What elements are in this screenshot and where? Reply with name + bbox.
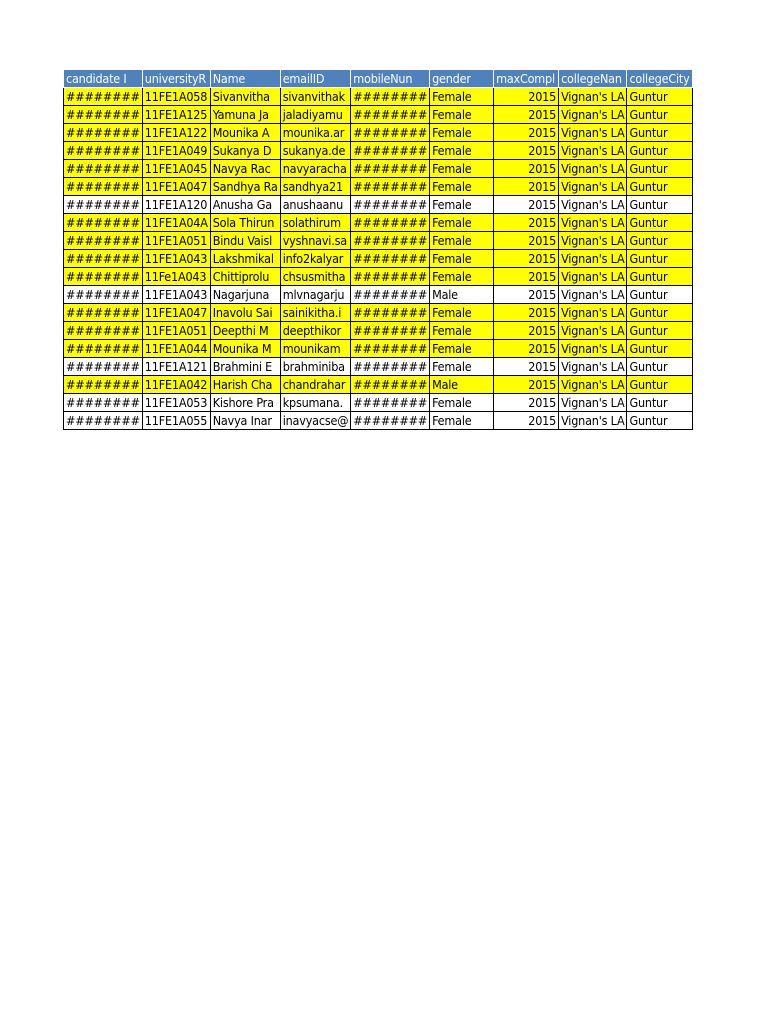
cell-gender[interactable]: Female — [430, 358, 494, 376]
cell-emailid[interactable]: anushaanu — [280, 196, 351, 214]
cell-collegename[interactable]: Vignan's LA — [559, 106, 627, 124]
cell-universityrollno[interactable]: 11FE1A045 — [142, 160, 210, 178]
cell-maxcompletion[interactable]: 2015 — [494, 340, 559, 358]
cell-emailid[interactable]: brahminiba — [280, 358, 351, 376]
cell-name[interactable]: Bindu Vaisl — [210, 232, 280, 250]
cell-emailid[interactable]: navyaracha — [280, 160, 351, 178]
cell-maxcompletion[interactable]: 2015 — [494, 214, 559, 232]
cell-collegename[interactable]: Vignan's LA — [559, 88, 627, 106]
table-row — [64, 286, 693, 304]
cell-universityrollno[interactable]: 11FE1A043 — [142, 250, 210, 268]
table-row — [64, 160, 693, 178]
cell-mobilenumber[interactable]: ######## — [351, 376, 430, 394]
column-header-emailid[interactable]: emailID — [280, 70, 351, 88]
cell-name[interactable]: Navya Rac — [210, 160, 280, 178]
cell-mobilenumber[interactable]: ######## — [351, 124, 430, 142]
cell-gender[interactable]: Female — [430, 250, 494, 268]
cell-collegename[interactable]: Vignan's LA — [559, 322, 627, 340]
spreadsheet-table — [63, 69, 693, 430]
cell-maxcompletion[interactable]: 2015 — [494, 88, 559, 106]
cell-name[interactable]: Anusha Ga — [210, 196, 280, 214]
cell-universityrollno[interactable]: 11FE1A058 — [142, 88, 210, 106]
cell-candidate-id[interactable]: ######## — [64, 286, 143, 304]
column-header-mobilenumber[interactable]: mobileNun — [351, 70, 430, 88]
table-row — [64, 304, 693, 322]
cell-emailid[interactable]: sainikitha.i — [280, 304, 351, 322]
cell-mobilenumber[interactable]: ######## — [351, 160, 430, 178]
cell-maxcompletion[interactable]: 2015 — [494, 160, 559, 178]
cell-universityrollno[interactable]: 11FE1A042 — [142, 376, 210, 394]
cell-collegecity[interactable]: Guntur — [627, 412, 692, 430]
cell-maxcompletion[interactable]: 2015 — [494, 412, 559, 430]
cell-gender[interactable]: Male — [430, 376, 494, 394]
cell-collegecity[interactable]: Guntur — [627, 106, 692, 124]
cell-collegecity[interactable]: Guntur — [627, 358, 692, 376]
cell-candidate-id[interactable]: ######## — [64, 322, 143, 340]
cell-gender[interactable]: Male — [430, 286, 494, 304]
table-row — [64, 142, 693, 160]
cell-gender[interactable]: Female — [430, 322, 494, 340]
cell-emailid[interactable]: mounika.ar — [280, 124, 351, 142]
cell-maxcompletion[interactable]: 2015 — [494, 394, 559, 412]
cell-maxcompletion[interactable]: 2015 — [494, 304, 559, 322]
cell-emailid[interactable]: mounikam — [280, 340, 351, 358]
table-row — [64, 358, 693, 376]
cell-universityrollno[interactable]: 11FE1A055 — [142, 412, 210, 430]
cell-gender[interactable]: Female — [430, 232, 494, 250]
cell-maxcompletion[interactable]: 2015 — [494, 142, 559, 160]
cell-name[interactable]: Deepthi M — [210, 322, 280, 340]
cell-collegecity[interactable]: Guntur — [627, 88, 692, 106]
cell-gender[interactable]: Female — [430, 214, 494, 232]
cell-mobilenumber[interactable]: ######## — [351, 322, 430, 340]
cell-candidate-id[interactable]: ######## — [64, 232, 143, 250]
cell-maxcompletion[interactable]: 2015 — [494, 232, 559, 250]
cell-universityrollno[interactable]: 11FE1A04A — [142, 214, 210, 232]
cell-gender[interactable]: Female — [430, 394, 494, 412]
cell-emailid[interactable]: kpsumana. — [280, 394, 351, 412]
column-header-gender[interactable]: gender — [430, 70, 494, 88]
cell-universityrollno[interactable]: 11FE1A120 — [142, 196, 210, 214]
cell-candidate-id[interactable]: ######## — [64, 178, 143, 196]
cell-gender[interactable]: Female — [430, 106, 494, 124]
cell-collegename[interactable]: Vignan's LA — [559, 340, 627, 358]
cell-gender[interactable]: Female — [430, 88, 494, 106]
table-row — [64, 412, 693, 430]
cell-candidate-id[interactable]: ######## — [64, 376, 143, 394]
column-header-collegename[interactable]: collegeNan — [559, 70, 627, 88]
cell-name[interactable]: Brahmini E — [210, 358, 280, 376]
cell-mobilenumber[interactable]: ######## — [351, 232, 430, 250]
cell-universityrollno[interactable]: 11FE1A044 — [142, 340, 210, 358]
cell-collegecity[interactable]: Guntur — [627, 214, 692, 232]
cell-collegename[interactable]: Vignan's LA — [559, 142, 627, 160]
cell-mobilenumber[interactable]: ######## — [351, 142, 430, 160]
cell-name[interactable]: Kishore Pra — [210, 394, 280, 412]
cell-collegecity[interactable]: Guntur — [627, 322, 692, 340]
table-row — [64, 340, 693, 358]
cell-emailid[interactable]: deepthikor — [280, 322, 351, 340]
cell-universityrollno[interactable]: 11FE1A051 — [142, 232, 210, 250]
cell-collegecity[interactable]: Guntur — [627, 286, 692, 304]
cell-maxcompletion[interactable]: 2015 — [494, 322, 559, 340]
cell-gender[interactable]: Female — [430, 340, 494, 358]
cell-mobilenumber[interactable]: ######## — [351, 106, 430, 124]
cell-mobilenumber[interactable]: ######## — [351, 88, 430, 106]
cell-name[interactable]: Sukanya D — [210, 142, 280, 160]
cell-collegecity[interactable]: Guntur — [627, 142, 692, 160]
cell-candidate-id[interactable]: ######## — [64, 160, 143, 178]
cell-maxcompletion[interactable]: 2015 — [494, 268, 559, 286]
column-header-maxcompletion[interactable]: maxCompl — [494, 70, 559, 88]
cell-name[interactable]: Sola Thirun — [210, 214, 280, 232]
cell-universityrollno[interactable]: 11FE1A122 — [142, 124, 210, 142]
cell-name[interactable]: Mounika M — [210, 340, 280, 358]
cell-collegename[interactable]: Vignan's LA — [559, 124, 627, 142]
cell-collegecity[interactable]: Guntur — [627, 250, 692, 268]
cell-name[interactable]: Navya Inar — [210, 412, 280, 430]
cell-name[interactable]: Sivanvitha — [210, 88, 280, 106]
cell-mobilenumber[interactable]: ######## — [351, 358, 430, 376]
cell-emailid[interactable]: jaladiyamu — [280, 106, 351, 124]
cell-collegename[interactable]: Vignan's LA — [559, 376, 627, 394]
table-row — [64, 376, 693, 394]
cell-name[interactable]: Chittiprolu — [210, 268, 280, 286]
cell-universityrollno[interactable]: 11FE1A125 — [142, 106, 210, 124]
table-row — [64, 250, 693, 268]
cell-emailid[interactable]: vyshnavi.sa — [280, 232, 351, 250]
cell-candidate-id[interactable]: ######## — [64, 142, 143, 160]
column-header-collegecity[interactable]: collegeCity — [627, 70, 692, 88]
cell-emailid[interactable]: sandhya21 — [280, 178, 351, 196]
table-body — [64, 88, 693, 430]
cell-gender[interactable]: Female — [430, 304, 494, 322]
cell-candidate-id[interactable]: ######## — [64, 358, 143, 376]
cell-collegecity[interactable]: Guntur — [627, 376, 692, 394]
cell-collegecity[interactable]: Guntur — [627, 394, 692, 412]
cell-collegename[interactable]: Vignan's LA — [559, 358, 627, 376]
cell-collegecity[interactable]: Guntur — [627, 268, 692, 286]
cell-collegename[interactable]: Vignan's LA — [559, 232, 627, 250]
cell-collegename[interactable]: Vignan's LA — [559, 394, 627, 412]
cell-candidate-id[interactable]: ######## — [64, 412, 143, 430]
cell-candidate-id[interactable]: ######## — [64, 394, 143, 412]
cell-emailid[interactable]: sivanvithak — [280, 88, 351, 106]
cell-collegename[interactable]: Vignan's LA — [559, 250, 627, 268]
cell-gender[interactable]: Female — [430, 196, 494, 214]
table-row — [64, 268, 693, 286]
cell-mobilenumber[interactable]: ######## — [351, 196, 430, 214]
cell-collegename[interactable]: Vignan's LA — [559, 160, 627, 178]
cell-collegename[interactable]: Vignan's LA — [559, 214, 627, 232]
cell-candidate-id[interactable]: ######## — [64, 88, 143, 106]
table-row — [64, 214, 693, 232]
cell-name[interactable]: Mounika A — [210, 124, 280, 142]
cell-universityrollno[interactable]: 11FE1A049 — [142, 142, 210, 160]
cell-maxcompletion[interactable]: 2015 — [494, 196, 559, 214]
table-row — [64, 124, 693, 142]
cell-candidate-id[interactable]: ######## — [64, 250, 143, 268]
cell-candidate-id[interactable]: ######## — [64, 268, 143, 286]
cell-collegename[interactable]: Vignan's LA — [559, 412, 627, 430]
table-row — [64, 196, 693, 214]
cell-universityrollno[interactable]: 11FE1A121 — [142, 358, 210, 376]
table-row — [64, 178, 693, 196]
cell-candidate-id[interactable]: ######## — [64, 214, 143, 232]
table-row — [64, 394, 693, 412]
table-row — [64, 88, 693, 106]
cell-universityrollno[interactable]: 11Fe1A043 — [142, 268, 210, 286]
cell-maxcompletion[interactable]: 2015 — [494, 286, 559, 304]
table-row — [64, 106, 693, 124]
cell-collegecity[interactable]: Guntur — [627, 232, 692, 250]
table-row — [64, 232, 693, 250]
cell-name[interactable]: Nagarjuna — [210, 286, 280, 304]
cell-gender[interactable]: Female — [430, 268, 494, 286]
cell-candidate-id[interactable]: ######## — [64, 304, 143, 322]
cell-emailid[interactable]: inavyacse@ — [280, 412, 351, 430]
cell-candidate-id[interactable]: ######## — [64, 196, 143, 214]
column-header-name[interactable]: Name — [210, 70, 280, 88]
cell-maxcompletion[interactable]: 2015 — [494, 124, 559, 142]
cell-collegename[interactable]: Vignan's LA — [559, 196, 627, 214]
cell-universityrollno[interactable]: 11FE1A047 — [142, 178, 210, 196]
cell-name[interactable]: Sandhya Ra — [210, 178, 280, 196]
cell-collegecity[interactable]: Guntur — [627, 196, 692, 214]
cell-gender[interactable]: Female — [430, 412, 494, 430]
cell-mobilenumber[interactable]: ######## — [351, 268, 430, 286]
cell-mobilenumber[interactable]: ######## — [351, 340, 430, 358]
cell-universityrollno[interactable]: 11FE1A047 — [142, 304, 210, 322]
cell-universityrollno[interactable]: 11FE1A043 — [142, 286, 210, 304]
cell-mobilenumber[interactable]: ######## — [351, 178, 430, 196]
cell-mobilenumber[interactable]: ######## — [351, 250, 430, 268]
cell-collegename[interactable]: Vignan's LA — [559, 286, 627, 304]
cell-name[interactable]: Lakshmikal — [210, 250, 280, 268]
cell-gender[interactable]: Female — [430, 142, 494, 160]
cell-emailid[interactable]: chsusmitha — [280, 268, 351, 286]
column-header-candidate-id[interactable]: candidate I — [64, 70, 143, 88]
cell-collegecity[interactable]: Guntur — [627, 304, 692, 322]
cell-maxcompletion[interactable]: 2015 — [494, 376, 559, 394]
cell-collegename[interactable]: Vignan's LA — [559, 268, 627, 286]
cell-universityrollno[interactable]: 11FE1A053 — [142, 394, 210, 412]
cell-collegecity[interactable]: Guntur — [627, 124, 692, 142]
cell-emailid[interactable]: mlvnagarju — [280, 286, 351, 304]
cell-collegename[interactable]: Vignan's LA — [559, 178, 627, 196]
cell-name[interactable]: Harish Cha — [210, 376, 280, 394]
cell-maxcompletion[interactable]: 2015 — [494, 358, 559, 376]
column-header-universityrollno[interactable]: universityR — [142, 70, 210, 88]
cell-candidate-id[interactable]: ######## — [64, 124, 143, 142]
cell-maxcompletion[interactable]: 2015 — [494, 106, 559, 124]
cell-maxcompletion[interactable]: 2015 — [494, 250, 559, 268]
cell-name[interactable]: Yamuna Ja — [210, 106, 280, 124]
cell-candidate-id[interactable]: ######## — [64, 340, 143, 358]
cell-name[interactable]: Inavolu Sai — [210, 304, 280, 322]
cell-candidate-id[interactable]: ######## — [64, 106, 143, 124]
cell-emailid[interactable]: solathirum — [280, 214, 351, 232]
cell-collegename[interactable]: Vignan's LA — [559, 304, 627, 322]
cell-collegecity[interactable]: Guntur — [627, 178, 692, 196]
table-row — [64, 322, 693, 340]
cell-mobilenumber[interactable]: ######## — [351, 304, 430, 322]
cell-emailid[interactable]: info2kalyar — [280, 250, 351, 268]
cell-emailid[interactable]: chandrahar — [280, 376, 351, 394]
cell-mobilenumber[interactable]: ######## — [351, 394, 430, 412]
cell-emailid[interactable]: sukanya.de — [280, 142, 351, 160]
cell-mobilenumber[interactable]: ######## — [351, 214, 430, 232]
cell-maxcompletion[interactable]: 2015 — [494, 178, 559, 196]
cell-gender[interactable]: Female — [430, 124, 494, 142]
cell-collegecity[interactable]: Guntur — [627, 340, 692, 358]
cell-mobilenumber[interactable]: ######## — [351, 412, 430, 430]
header-row — [64, 70, 693, 88]
cell-universityrollno[interactable]: 11FE1A051 — [142, 322, 210, 340]
cell-collegecity[interactable]: Guntur — [627, 160, 692, 178]
cell-mobilenumber[interactable]: ######## — [351, 286, 430, 304]
cell-gender[interactable]: Female — [430, 178, 494, 196]
cell-gender[interactable]: Female — [430, 160, 494, 178]
